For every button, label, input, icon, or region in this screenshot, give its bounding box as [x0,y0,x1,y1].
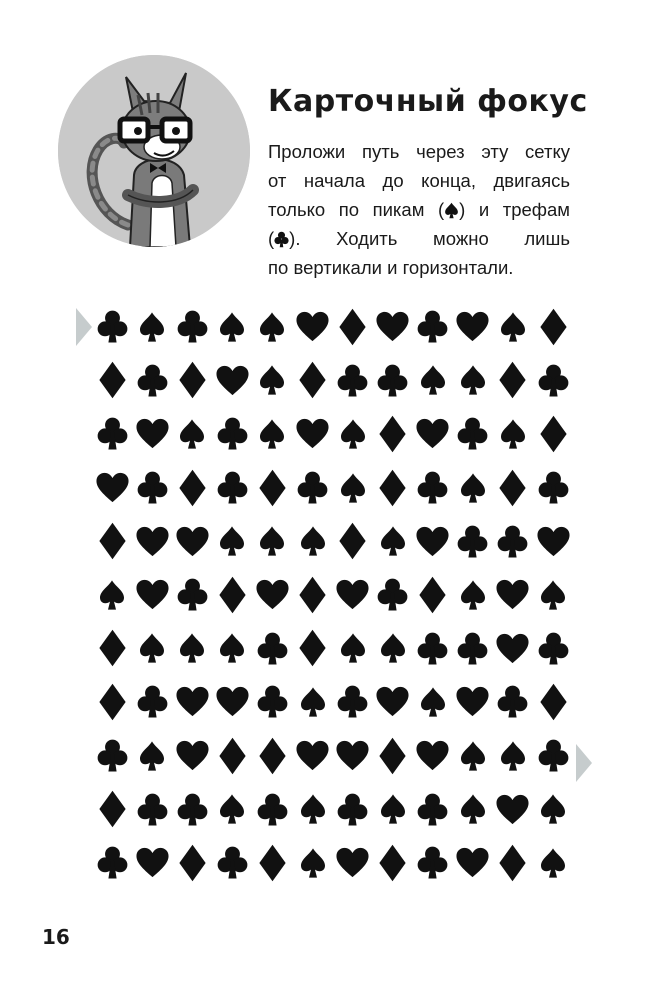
spade-icon [252,514,292,568]
instructions-line-3-start: только по пикам ( [268,199,445,220]
spade-icon [453,729,493,783]
instructions-line-4 [268,224,570,253]
diamond-icon [92,622,132,676]
club-icon [212,461,252,515]
spade-icon [493,729,533,783]
cat-illustration [58,55,250,247]
diamond-icon [333,300,373,354]
diamond-icon [373,407,413,461]
diamond-icon [493,354,533,408]
heart-icon [292,729,332,783]
club-icon [373,568,413,622]
spade-icon [444,202,459,219]
diamond-icon [373,729,413,783]
club-icon [132,675,172,729]
diamond-icon [252,729,292,783]
heart-icon [132,407,172,461]
heart-icon [333,729,373,783]
spade-icon [292,514,332,568]
club-icon [252,675,292,729]
diamond-icon [413,568,453,622]
club-icon [92,729,132,783]
club-icon [252,622,292,676]
heart-icon [533,514,573,568]
heart-icon [132,836,172,890]
club-icon [212,836,252,890]
spade-icon [333,461,373,515]
diamond-icon [533,407,573,461]
spade-icon [493,407,533,461]
diamond-icon [373,836,413,890]
heart-icon [172,675,212,729]
spade-icon [172,622,212,676]
spade-icon [533,568,573,622]
club-icon [533,354,573,408]
instructions-line-4-end: ). Ходить можно лишь [289,228,570,249]
heart-icon [212,675,252,729]
instructions [268,137,570,282]
diamond-icon [533,675,573,729]
diamond-icon [92,514,132,568]
club-icon [132,354,172,408]
club-icon [333,782,373,836]
instructions-line-4-start: ( [268,228,275,249]
diamond-icon [212,568,252,622]
spade-icon [373,622,413,676]
spade-icon [212,782,252,836]
diamond-icon [252,461,292,515]
club-icon [92,407,132,461]
instructions-line-1: Проложи путь через эту сетку [268,141,570,162]
club-icon [292,461,332,515]
spade-icon [453,568,493,622]
spade-icon [212,514,252,568]
diamond-icon [292,622,332,676]
page-title: Карточный фокус [268,84,588,119]
spade-icon [132,622,172,676]
cat-with-glasses-icon [58,55,250,247]
diamond-icon [373,461,413,515]
spade-icon [252,407,292,461]
diamond-icon [92,675,132,729]
diamond-icon [292,354,332,408]
club-icon [212,407,252,461]
diamond-icon [493,461,533,515]
heart-icon [172,729,212,783]
club-icon [453,514,493,568]
end-arrow-icon [576,744,592,782]
heart-icon [453,836,493,890]
diamond-icon [252,836,292,890]
heart-icon [453,675,493,729]
spade-icon [453,461,493,515]
diamond-icon [292,568,332,622]
diamond-icon [172,836,212,890]
heart-icon [413,407,453,461]
spade-icon [533,782,573,836]
heart-icon [333,836,373,890]
spade-icon [373,514,413,568]
heart-icon [132,568,172,622]
diamond-icon [172,461,212,515]
heart-icon [493,568,533,622]
spade-icon [453,782,493,836]
spade-icon [212,622,252,676]
spade-icon [172,407,212,461]
heart-icon [212,354,252,408]
spade-icon [132,729,172,783]
diamond-icon [172,354,212,408]
club-icon [413,622,453,676]
diamond-icon [493,836,533,890]
spade-icon [92,568,132,622]
club-icon [413,461,453,515]
club-icon [132,461,172,515]
club-icon [92,300,132,354]
diamond-icon [333,514,373,568]
club-icon [533,461,573,515]
spade-icon [292,782,332,836]
heart-icon [252,568,292,622]
club-icon [453,407,493,461]
diamond-icon [212,729,252,783]
spade-icon [292,675,332,729]
instructions-line-2: от начала до конца, двигаясь [268,170,570,191]
spade-icon [132,300,172,354]
club-icon [333,354,373,408]
heart-icon [172,514,212,568]
heart-icon [413,514,453,568]
club-icon [493,514,533,568]
club-icon [172,568,212,622]
club-icon [533,729,573,783]
diamond-icon [92,782,132,836]
spade-icon [333,407,373,461]
page-number: 16 [42,925,70,949]
spade-icon [453,354,493,408]
club-icon [413,782,453,836]
spade-icon [373,782,413,836]
heart-icon [373,300,413,354]
instructions-line-3-end: ) и трефам [459,199,571,220]
heart-icon [292,300,332,354]
spade-icon [252,300,292,354]
club-icon [92,836,132,890]
spade-icon [252,354,292,408]
club-icon [453,622,493,676]
club-icon [533,622,573,676]
spade-icon [493,300,533,354]
heart-icon [493,782,533,836]
instructions-line-3 [268,195,570,224]
spade-icon [533,836,573,890]
diamond-icon [533,300,573,354]
heart-icon [493,622,533,676]
club-icon [132,782,172,836]
club-icon [172,782,212,836]
suit-grid [92,300,572,890]
instructions-line-5: по вертикали и горизонтали. [268,257,514,278]
start-arrow-icon [76,308,92,346]
heart-icon [132,514,172,568]
heart-icon [413,729,453,783]
club-icon [413,836,453,890]
heart-icon [333,568,373,622]
club-icon [252,782,292,836]
heart-icon [453,300,493,354]
spade-icon [212,300,252,354]
heart-icon [292,407,332,461]
spade-icon [333,622,373,676]
spade-icon [292,836,332,890]
club-icon [172,300,212,354]
club-icon [333,675,373,729]
club-icon [274,231,289,248]
heart-icon [373,675,413,729]
spade-icon [413,354,453,408]
diamond-icon [92,354,132,408]
spade-icon [413,675,453,729]
club-icon [373,354,413,408]
club-icon [493,675,533,729]
club-icon [413,300,453,354]
heart-icon [92,461,132,515]
